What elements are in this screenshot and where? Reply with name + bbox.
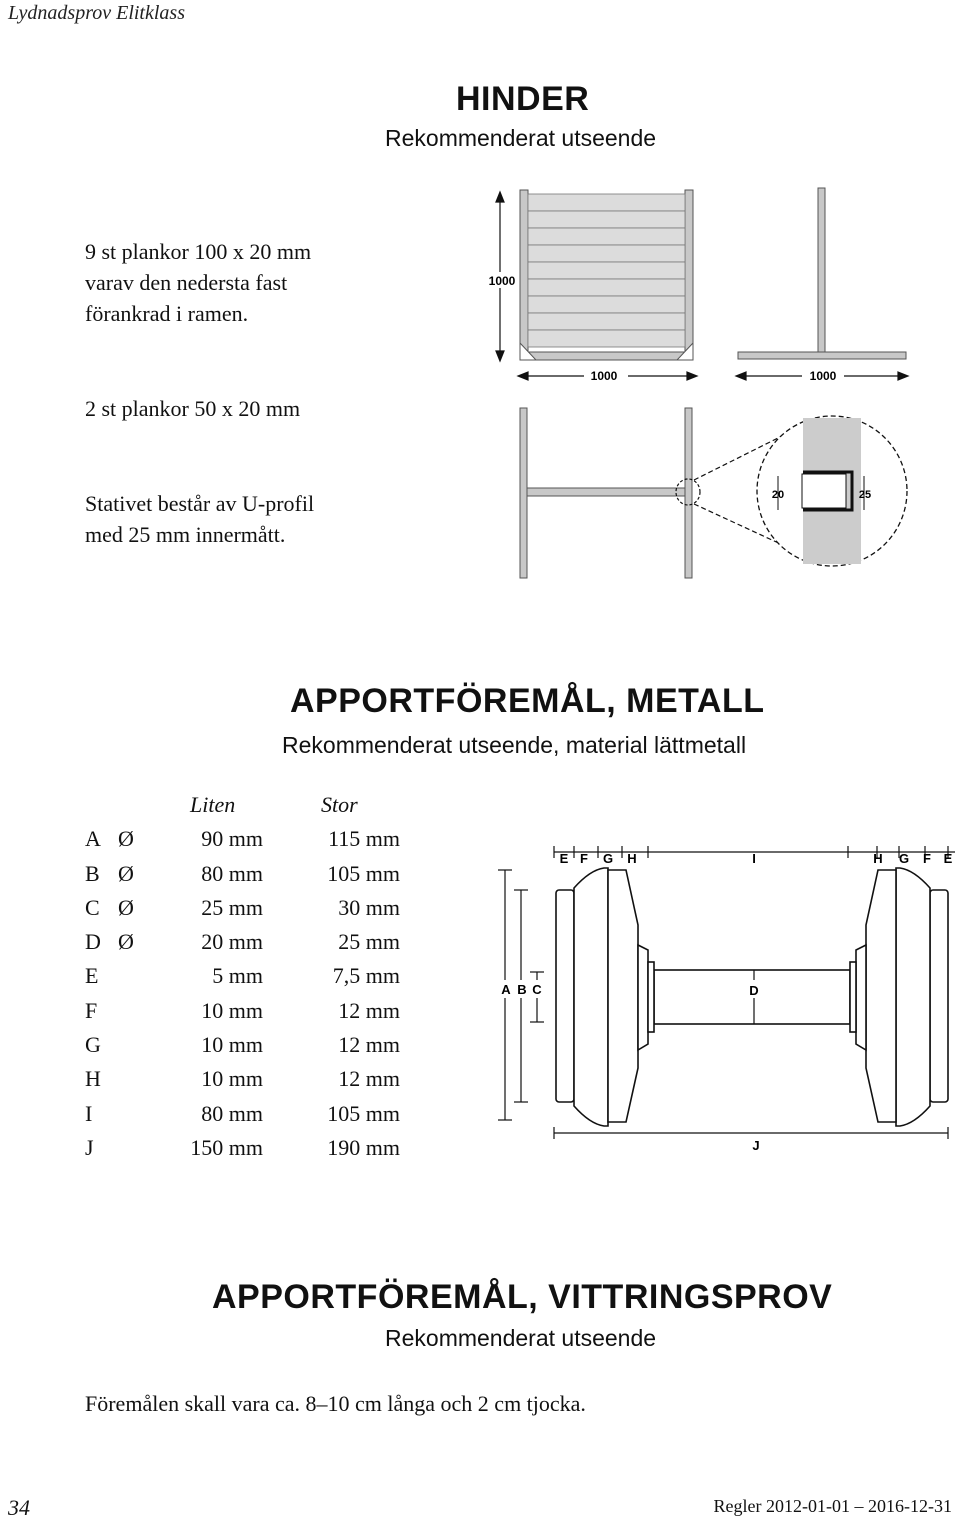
hinder-subtitle: Rekommenderat utseende — [385, 125, 657, 151]
metall-subtitle: Rekommenderat utseende, material lättmetall — [282, 732, 747, 758]
row-letter: G — [85, 1032, 101, 1058]
row-symbol: Ø — [118, 894, 134, 920]
row-small: 150 mm — [190, 1134, 263, 1160]
row-large: 105 mm — [327, 860, 400, 886]
text-line: varav den nedersta fast — [85, 270, 288, 295]
row-small: 80 mm — [201, 1100, 263, 1126]
row-symbol: Ø — [118, 860, 134, 886]
side-width-label: 1000 — [809, 369, 837, 383]
row-small: 20 mm — [201, 929, 263, 955]
label-j: J — [752, 1138, 760, 1153]
row-letter: B — [85, 860, 100, 886]
label-h-right: H — [873, 851, 883, 866]
hurdle-top-view — [520, 408, 692, 578]
label-e: E — [559, 851, 569, 866]
row-letter: C — [85, 894, 100, 920]
running-header: Lydnadsprov Elitklass — [8, 2, 185, 24]
col-header-small: Liten — [190, 792, 236, 817]
dumbbell-diagram — [490, 840, 955, 1160]
label-c: C — [532, 982, 542, 997]
row-large: 25 mm — [338, 929, 400, 955]
label-f-right: F — [923, 851, 931, 866]
row-symbol: Ø — [118, 929, 134, 955]
row-small: 10 mm — [201, 997, 263, 1023]
page-number: 34 — [8, 1495, 30, 1520]
label-g: G — [602, 851, 614, 866]
row-large: 190 mm — [327, 1134, 400, 1160]
row-small: 10 mm — [201, 1066, 263, 1092]
row-letter: D — [85, 929, 101, 955]
row-symbol: Ø — [118, 826, 134, 852]
row-large: 12 mm — [338, 1066, 400, 1092]
label-b: B — [517, 982, 527, 997]
row-large: 7,5 mm — [332, 963, 400, 989]
row-small: 25 mm — [201, 894, 263, 920]
vittring-text: Föremålen skall vara ca. 8–10 cm långa och 2 cm tjocka. — [85, 1391, 586, 1416]
label-f: F — [580, 851, 588, 866]
detail-dim-25: 25 — [858, 489, 872, 501]
label-e-right: E — [943, 851, 953, 866]
row-letter: F — [85, 997, 98, 1023]
vittring-subtitle: Rekommenderat utseende — [385, 1325, 657, 1351]
label-i: I — [752, 851, 756, 866]
row-small: 90 mm — [201, 826, 263, 852]
row-small: 10 mm — [201, 1032, 263, 1058]
height-dim-label: 1000 — [488, 274, 516, 288]
text-line: förankrad i ramen. — [85, 301, 249, 326]
text-line: Stativet består av U-profil — [85, 491, 315, 516]
row-letter: J — [85, 1134, 94, 1160]
row-large: 105 mm — [327, 1100, 400, 1126]
row-small: 80 mm — [201, 860, 263, 886]
detail-dim-20: 20 — [771, 489, 785, 501]
row-large: 12 mm — [338, 997, 400, 1023]
row-letter: H — [85, 1066, 101, 1092]
row-large: 12 mm — [338, 1032, 400, 1058]
vittring-title: APPORTFÖREMÅL, VITTRINGSPROV — [212, 1278, 833, 1316]
hurdle-side-view — [738, 188, 906, 359]
label-h: H — [627, 851, 637, 866]
front-width-label: 1000 — [590, 369, 618, 383]
label-d: D — [749, 983, 759, 998]
hurdle-diagram — [480, 180, 950, 585]
footer-rules: Regler 2012-01-01 – 2016-12-31 — [713, 1496, 952, 1516]
hurdle-front-view — [520, 190, 693, 360]
hinder-small-planks-text: 2 st plankor 50 x 20 mm — [85, 396, 301, 421]
width-dimensions — [518, 372, 908, 380]
text-line: 9 st plankor 100 x 20 mm — [85, 239, 312, 264]
hinder-stand-text — [85, 488, 314, 550]
row-large: 115 mm — [328, 826, 400, 852]
row-large: 30 mm — [338, 894, 400, 920]
row-letter: I — [85, 1100, 93, 1126]
label-a: A — [501, 982, 511, 997]
metall-title: APPORTFÖREMÅL, METALL — [290, 682, 765, 720]
row-letter: A — [85, 826, 101, 852]
hinder-planks-text — [85, 236, 311, 329]
row-letter: E — [85, 963, 99, 989]
hinder-title: HINDER — [456, 80, 590, 118]
col-header-large: Stor — [321, 792, 358, 817]
text-line: med 25 mm innermått. — [85, 522, 286, 547]
label-g-right: G — [898, 851, 910, 866]
row-small: 5 mm — [212, 963, 263, 989]
